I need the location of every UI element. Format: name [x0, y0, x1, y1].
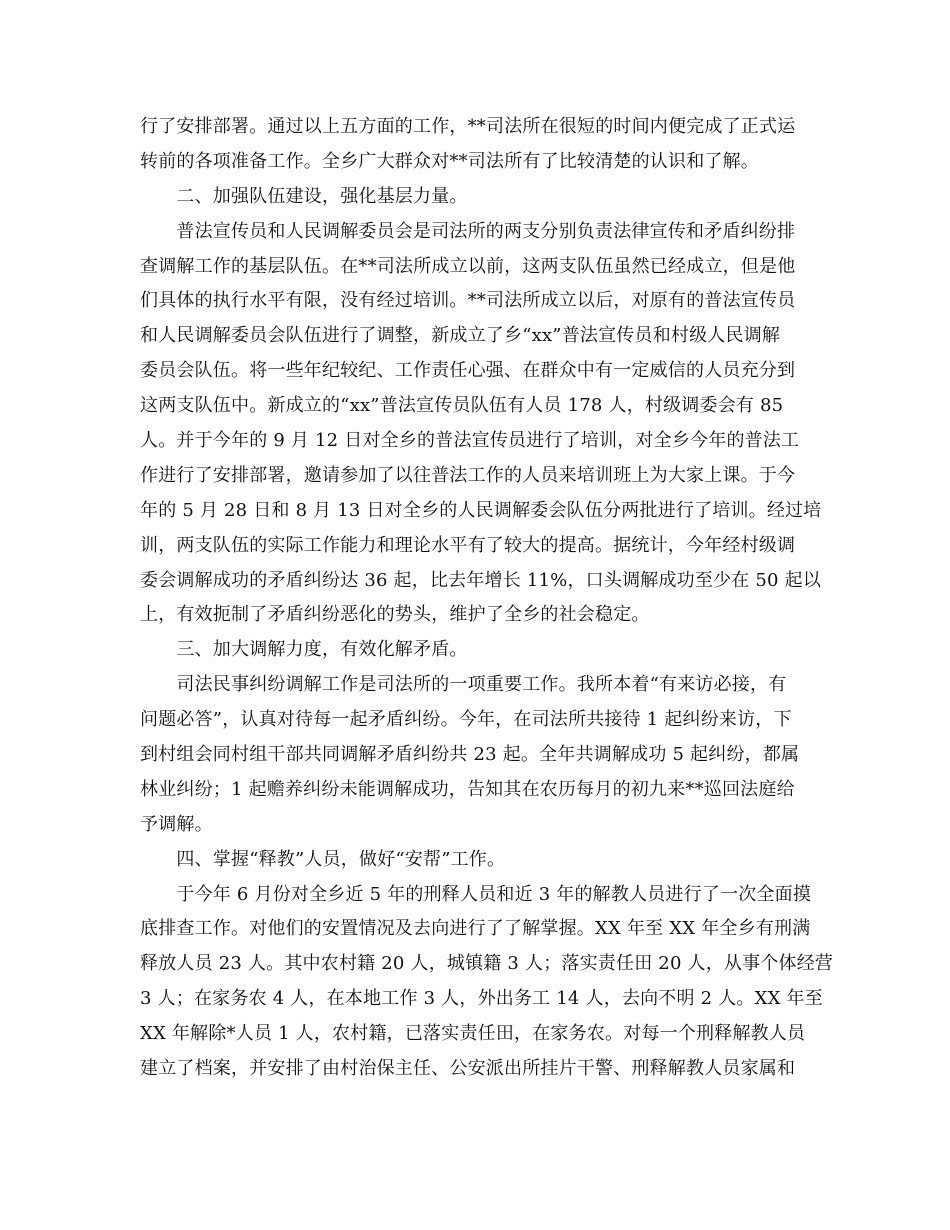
text-line: 行了安排部署。通过以上五方面的工作，**司法所在很短的时间内便完成了正式运: [140, 116, 796, 137]
section-heading: 三、加大调解力度，有效化解矛盾。: [140, 639, 468, 661]
text-line: 年的 5 月 28 日和 8 月 13 日对全乡的人民调解委会队伍分两批进行了培训。经过培: [140, 499, 822, 521]
text-line: 查调解工作的基层队伍。在**司法所成立以前，这两支队伍虽然已经成立，但是他: [140, 255, 796, 277]
section-heading: 四、掌握“释教”人员，做好“安帮”工作。: [140, 848, 506, 870]
text-line: 3 人；在家务农 4 人，在本地工作 3 人，外出务工 14 人，去向不明 2 人。XX 年至: [140, 988, 823, 1010]
text-line: 委员会队伍。将一些年纪较纪、工作责任心强、在群众中有一定威信的人员充分到: [140, 360, 796, 382]
text-line: 予调解。: [140, 813, 213, 835]
text-line: 普法宣传员和人民调解委员会是司法所的两支分别负责法律宣传和矛盾纠纷排: [140, 220, 796, 242]
document-body: [140, 110, 834, 1087]
text-line: 底排查工作。对他们的安置情况及去向进行了了解掌握。XX 年至 XX 年全乡有刑满: [140, 918, 811, 940]
text-line: 上，有效扼制了矛盾纠纷恶化的势头，维护了全乡的社会稳定。: [140, 604, 650, 626]
text-line: 委会调解成功的矛盾纠纷达 36 起，比去年增长 11%，口头调解成功至少在 50 起以: [140, 569, 822, 591]
text-line: 转前的各项准备工作。全乡广大群众对**司法所有了比较清楚的认识和了解。: [140, 150, 759, 172]
text-line: 们具体的执行水平有限，没有经过培训。**司法所成立以后，对原有的普法宣传员: [140, 290, 796, 312]
text-line: 训，两支队伍的实际工作能力和理论水平有了较大的提高。据统计，今年经村级调: [140, 534, 796, 556]
text-line: 人。并于今年的 9 月 12 日对全乡的普法宣传员进行了培训，对全乡今年的普法工: [140, 430, 800, 452]
text-line: 到村组会同村组干部共同调解矛盾纠纷共 23 起。全年共调解成功 5 起纠纷，都属: [140, 744, 800, 766]
section-heading: 二、加强队伍建设，强化基层力量。: [140, 185, 468, 207]
text-line: 这两支队伍中。新成立的“xx”普法宣传员队伍有人员 178 人，村级调委会有 85: [140, 395, 784, 417]
text-line: 司法民事纠纷调解工作是司法所的一项重要工作。我所本着“有来访必接，有: [140, 674, 787, 696]
text-line: 和人民调解委员会队伍进行了调整，新成立了乡“xx”普法宣传员和村级人民调解: [140, 325, 781, 347]
text-line: 于今年 6 月份对全乡近 5 年的刑释人员和近 3 年的解教人员进行了一次全面摸: [140, 883, 812, 905]
text-line: 作进行了安排部署，邀请参加了以往普法工作的人员来培训班上为大家上课。于今: [140, 464, 796, 486]
text-line: XX 年解除*人员 1 人，农村籍，已落实责任田，在家务农。对每一个刑释解教人员: [140, 1023, 806, 1045]
text-line: 释放人员 23 人。其中农村籍 20 人，城镇籍 3 人；落实责任田 20 人，从事个体经营: [140, 953, 834, 975]
text-line: 建立了档案，并安排了由村治保主任、公安派出所挂片干警、刑释解教人员家属和: [140, 1058, 796, 1080]
text-line: 问题必答”，认真对待每一起矛盾纠纷。今年，在司法所共接待 1 起纠纷来访，下: [140, 709, 792, 731]
text-line: 林业纠纷；1 起赡养纠纷未能调解成功，告知其在农历每月的初九来**巡回法庭给: [140, 778, 795, 800]
